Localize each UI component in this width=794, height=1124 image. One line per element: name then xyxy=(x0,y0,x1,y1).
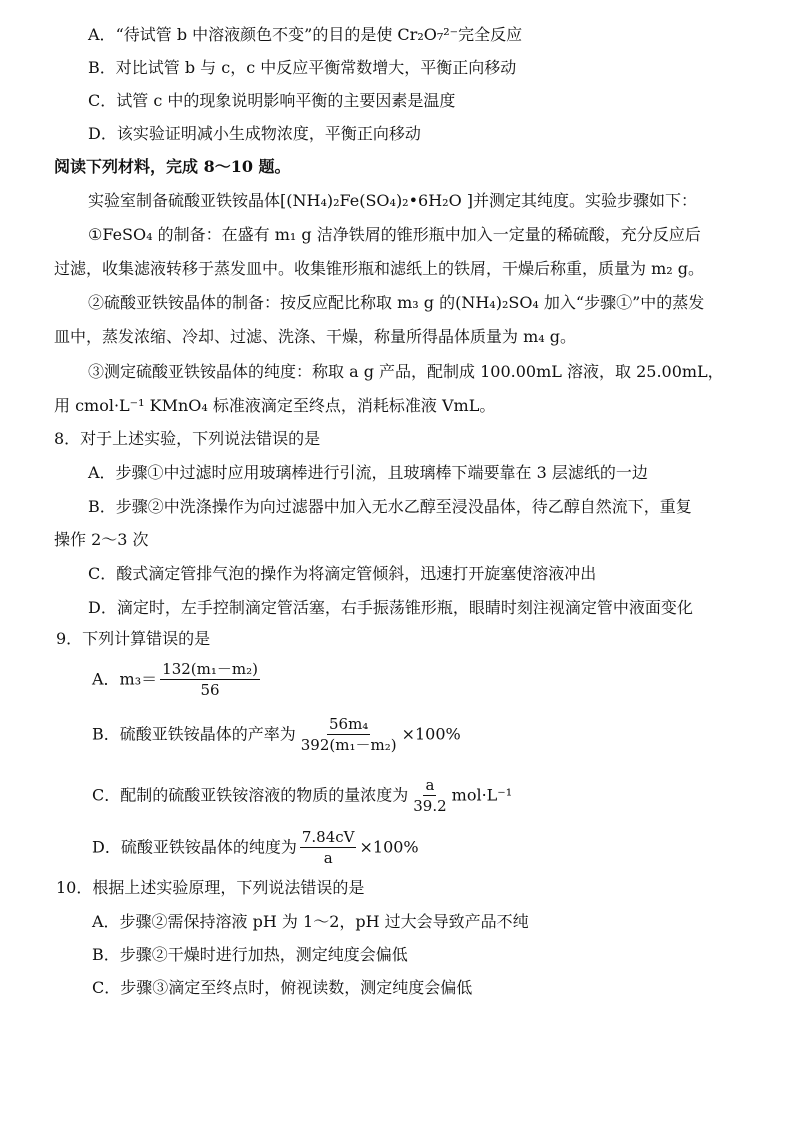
q10-option-b: B．步骤②干燥时进行加热，测定纯度会偏低 xyxy=(92,945,408,964)
material-step2-line1: ②硫酸亚铁铵晶体的制备：按反应配比称取 m₃ g 的(NH₄)₂SO₄ 加入“步骤①”中的蒸发 xyxy=(88,293,705,312)
q7-option-d xyxy=(88,123,421,145)
q9-option-d-fraction xyxy=(300,828,357,867)
material-step1-line1: ①FeSO₄ 的制备：在盛有 m₁ g 洁净铁屑的锥形瓶中加入一定量的稀硫酸，充分反应后 xyxy=(88,225,701,244)
q9-option-b-numerator: 56m₄ xyxy=(329,715,369,733)
q7-option-c-text: 试管 c 中的现象说明影响平衡的主要因素是温度 xyxy=(116,91,456,110)
reading-header: 阅读下列材料，完成 8～10 题。 xyxy=(54,157,291,176)
q7-option-b xyxy=(88,57,516,79)
material-intro: 实验室制备硫酸亚铁铵晶体[(NH₄)₂Fe(SO₄)₂•6H₂O ]并测定其纯度。实验步骤如下： xyxy=(88,191,698,210)
q7-option-c-label: C． xyxy=(88,91,117,110)
q9-option-c-fraction xyxy=(411,776,448,815)
q8-option-b-line2: 操作 2～3 次 xyxy=(54,530,149,549)
q7-option-a xyxy=(88,24,522,46)
q9-option-a-denominator: 56 xyxy=(200,681,220,699)
q7-option-a-text: “待试管 b 中溶液颜色不变”的目的是使 Cr₂O₇²⁻完全反应 xyxy=(115,25,523,44)
q9-option-c-suffix: mol·L⁻¹ xyxy=(451,785,513,805)
q7-option-d-label: D． xyxy=(88,124,117,143)
q7-option-c xyxy=(88,90,455,112)
material-step3-line1: ③测定硫酸亚铁铵晶体的纯度：称取 a g 产品，配制成 100.00mL 溶液，取 25.00mL， xyxy=(88,362,724,381)
q8-option-c: C．酸式滴定管排气泡的操作为将滴定管倾斜，迅速打开旋塞使溶液冲出 xyxy=(88,564,597,583)
q9-option-d-prefix: D．硫酸亚铁铵晶体的纯度为 xyxy=(92,837,297,857)
q8-option-a: A．步骤①中过滤时应用玻璃棒进行引流，且玻璃棒下端要靠在 3 层滤纸的一边 xyxy=(88,463,648,482)
q10-option-c: C．步骤③滴定至终点时，俯视读数，测定纯度会偏低 xyxy=(92,978,473,997)
material-step2-line2: 皿中，蒸发浓缩、冷却、过滤、洗涤、干燥，称量所得晶体质量为 m₄ g。 xyxy=(54,327,577,346)
q9-option-d-numerator: 7.84cV xyxy=(301,828,355,846)
q8-option-d: D．滴定时，左手控制滴定管活塞，右手振荡锥形瓶，眼睛时刻注视滴定管中液面变化 xyxy=(88,598,693,617)
q7-option-b-label: B． xyxy=(88,58,116,77)
q7-option-b-text: 对比试管 b 与 c，c 中反应平衡常数增大，平衡正向移动 xyxy=(115,58,517,77)
q9-option-a-numerator: 132(m₁－m₂) xyxy=(162,660,258,678)
q9-option-a xyxy=(92,660,263,699)
q9-option-b-fraction xyxy=(299,715,399,754)
q10-stem: 10．根据上述实验原理，下列说法错误的是 xyxy=(56,878,365,897)
q9-option-d-denominator: a xyxy=(323,849,333,867)
q9-option-a-fraction xyxy=(160,660,260,699)
q9-option-b-prefix: B．硫酸亚铁铵晶体的产率为 xyxy=(92,724,296,744)
q9-option-c-prefix: C．配制的硫酸亚铁铵溶液的物质的量浓度为 xyxy=(92,785,409,805)
q9-option-c xyxy=(92,776,512,815)
q8-stem: 8．对于上述实验，下列说法错误的是 xyxy=(54,429,321,448)
q9-stem: 9．下列计算错误的是 xyxy=(56,629,211,648)
q7-option-a-label: A． xyxy=(88,25,116,44)
material-step3-line2: 用 cmol·L⁻¹ KMnO₄ 标准液滴定至终点，消耗标准液 VmL。 xyxy=(54,396,496,415)
q9-option-b-denominator: 392(m₁－m₂) xyxy=(300,736,397,754)
q8-option-b-line1: B．步骤②中洗涤操作为向过滤器中加入无水乙醇至浸没晶体，待乙醇自然流下，重复 xyxy=(88,497,692,516)
q9-option-c-denominator: 39.2 xyxy=(413,797,447,815)
q9-option-b xyxy=(92,715,461,754)
material-step1-line2: 过滤，收集滤液转移于蒸发皿中。收集锥形瓶和滤纸上的铁屑，干燥后称重，质量为 m₂ g。 xyxy=(54,259,705,278)
q9-option-d-suffix: ×100% xyxy=(359,837,419,857)
q9-option-b-suffix: ×100% xyxy=(401,724,461,744)
q10-option-a: A．步骤②需保持溶液 pH 为 1～2，pH 过大会导致产品不纯 xyxy=(92,912,529,931)
q9-option-c-numerator: a xyxy=(425,776,435,794)
q9-option-a-prefix: A．m₃＝ xyxy=(92,669,158,689)
q9-option-d xyxy=(92,828,419,867)
q7-option-d-text: 该实验证明减小生成物浓度，平衡正向移动 xyxy=(116,124,421,143)
